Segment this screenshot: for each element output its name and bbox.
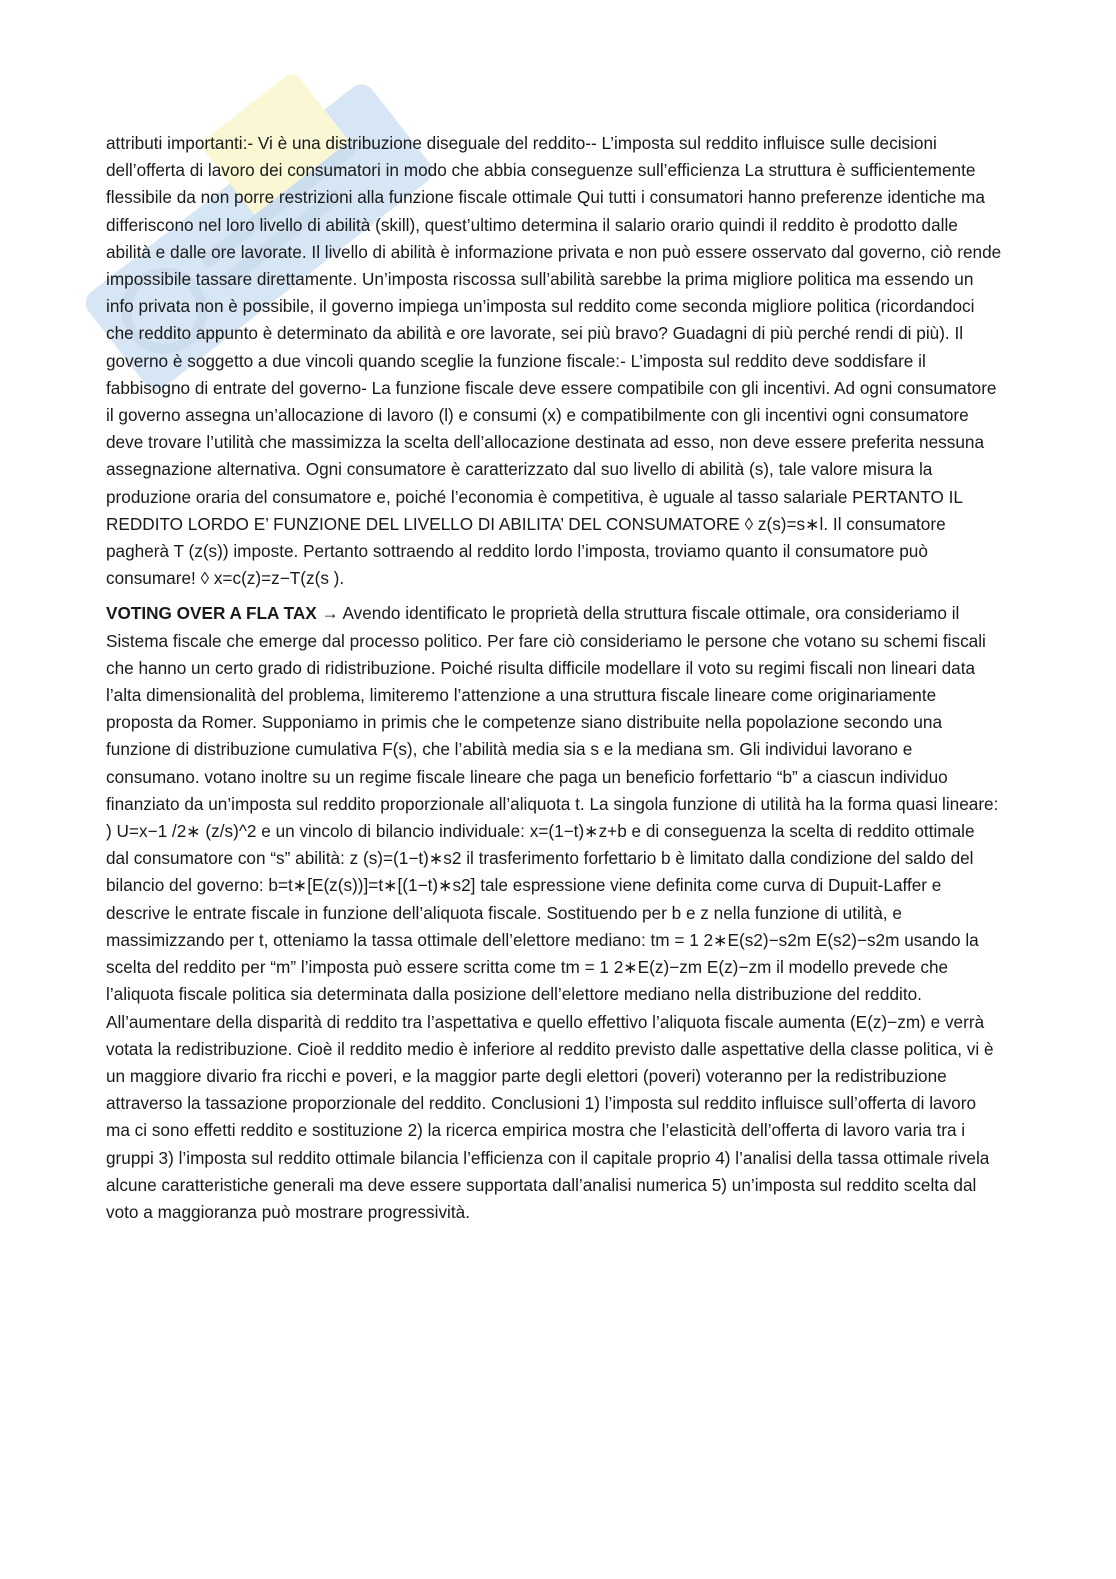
paragraph-voting-flat-tax — [106, 600, 1002, 1226]
paragraph-text: attributi importanti:- Vi è una distribuzione diseguale del reddito-- L’imposta sul reddito influisce sulle decisioni dell’offerta di lavoro dei consumatori in modo che abbia conseguenze sull’efficienza La struttura è sufficientemente flessibile da non porre restrizioni alla funzione fiscale ottimale Qui tutti i consumatori hanno preferenze identiche ma differiscono nel loro livello di abilità (skill), quest’ultimo determina il salario orario quindi il reddito è prodotto dalle abilità e dalle ore lavorate. Il livello di abilità è informazione privata e non può essere osservato dal governo, ciò rende impossibile tassare direttamente. Un’imposta riscossa sull’abilità sarebbe la prima migliore politica ma essendo un info privata non è possibile, il governo impiega un’imposta sul reddito come seconda migliore politica (ricordandoci che reddito appunto è determinato da abilità e ore lavorate, sei più bravo? Guadagni di più perché rendi di più). Il governo è soggetto a due vincoli quando sceglie la funzione fiscale:- L’imposta sul reddito deve soddisfare il fabbisogno di entrate del governo- La funzione fiscale deve essere compatibile con gli incentivi. Ad ogni consumatore il governo assegna un’allocazione di lavoro (l) e consumi (x) e compatibilmente con gli incentivi ogni consumatore deve trovare l’utilità che massimizza la scelta dell’allocazione destinata ad esso, non deve essere preferita nessuna assegnazione alternativa. Ogni consumatore è caratterizzato dal suo livello di abilità (s), tale valore misura la produzione oraria del consumatore e, poiché l’economia è competitiva, è uguale al tasso salariale PERTANTO IL REDDITO LORDO E’ FUNZIONE DEL LIVELLO DI ABILITA’ DEL CONSUMATORE ◊ z(s)=s∗l. Il consumatore pagherà T (z(s)) imposte. Pertanto sottraendo al reddito lordo l’imposta, troviamo quanto il consumatore può consumare! ◊ x=c(z)=z−T(z(s ). — [106, 133, 1002, 589]
document-body — [106, 130, 1002, 1234]
paragraph-text: Avendo identificato le proprietà della struttura fiscale ottimale, ora consideriamo il Sistema fiscale che emerge dal processo politico. Per fare ciò consideriamo le persone che votano su schemi fiscali che hanno un certo grado di ridistribuzione. Poiché risulta difficile modellare il voto su regimi fiscali non lineari data l’alta dimensionalità del problema, limiteremo l’attenzione a una struttura fiscale lineare come originariamente proposta da Romer. Supponiamo in primis che le competenze siano distribuite nella popolazione secondo una funzione di distribuzione cumulativa F(s), che l’abilità media sia s e la mediana sm. Gli individui lavorano e consumano. votano inoltre su un regime fiscale lineare che paga un beneficio forfettario “b” a ciascun individuo finanziato da un’imposta sul reddito proporzionale all’aliquota t. La singola funzione di utilità ha la forma quasi lineare: ) U=x−1 /2∗ (z/s)^2 e un vincolo di bilancio individuale: x=(1−t)∗z+b e di conseguenza la scelta di reddito ottimale dal consumatore con “s” abilità: z (s)=(1−t)∗s2 il trasferimento forfettario b è limitato dalla condizione del saldo del bilancio del governo: b=t∗[E(z(s))]=t∗[(1−t)∗s2] tale espressione viene definita come curva di Dupuit-Laffer e descrive le entrate fiscale in funzione dell’aliquota fiscale. Sostituendo per b e z nella funzione di utilità, e massimizzando per t, otteniamo la tassa ottimale dell’elettore mediano: tm = 1 2∗E(s2)−s2m E(s2)−s2m usando la scelta del reddito per “m” l’imposta può essere scritta come tm = 1 2∗E(z)−zm E(z)−zm il modello prevede che l’aliquota fiscale politica sia determinata dalla posizione dell’elettore mediano nella distribuzione del reddito. All’aumentare della disparità di reddito tra l’aspettativa e quello effettivo l’aliquota fiscale aumenta (E(z)−zm) e verrà votata la redistribuzione. Cioè il reddito medio è inferiore al reddito previsto dalle aspettative della classe politica, vi è un maggiore divario fra ricchi e poveri, e la maggior parte degli elettori (poveri) voteranno per la redistribuzione attraverso la tassazione proporzionale del reddito. Conclusioni 1) l’imposta sul reddito influisce sull’offerta di lavoro ma ci sono effetti reddito e sostituzione 2) la ricerca empirica mostra che l’elasticità dell’offerta di lavoro varia tra i gruppi 3) l’imposta sul reddito ottimale bilancia l’efficienza con il capitale proprio 4) l’analisi della tassa ottimale rivela alcune caratteristiche generali ma deve essere supportata dall’analisi numerica 5) un’imposta sul reddito scelta dal voto a maggioranza può mostrare progressività. — [106, 603, 999, 1222]
section-heading: VOTING OVER A FLA TAX → — [106, 603, 339, 624]
paragraph-optimal-tax — [106, 130, 1002, 592]
